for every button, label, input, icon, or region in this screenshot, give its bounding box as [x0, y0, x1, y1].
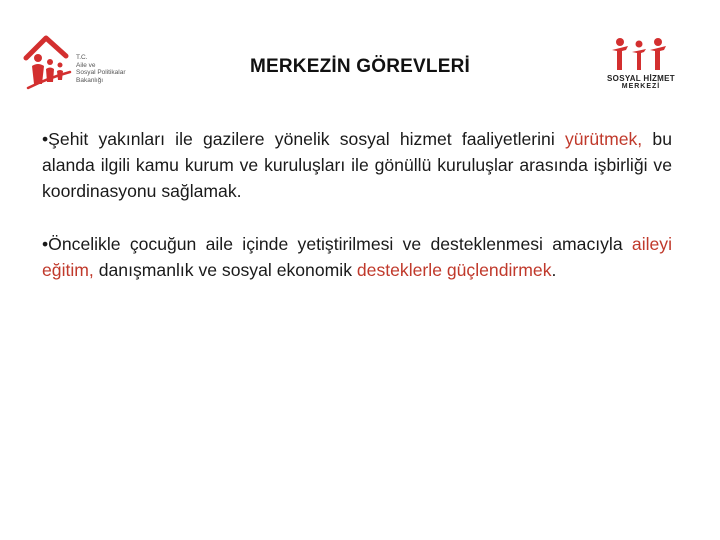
bullet-marker: •	[42, 129, 49, 149]
bullet-2-text-3: .	[551, 260, 557, 280]
bullet-2-highlight-1: aileyi eğitim,	[42, 234, 672, 280]
bullet-2-text-1: Öncelikle çocuğun aile içinde yetiştirilmesi ve desteklenmesi amacıyla	[48, 234, 632, 254]
bullet-2-text-2: danışmanlık ve sosyal ekonomik	[93, 260, 357, 280]
duties-list	[42, 126, 672, 310]
bullet-paragraph-2	[42, 231, 672, 283]
bullet-1-text-1: Şehit yakınları ile gazilere yönelik sosyal hizmet faaliyetlerini	[48, 129, 565, 149]
center-name-line-2: MERKEZİ	[621, 83, 661, 90]
bullet-paragraph-1	[42, 126, 672, 204]
bullet-marker: •	[42, 234, 49, 254]
ministry-line-3: Sosyal Politikalar	[76, 69, 126, 76]
ministry-line-1: T.C.	[76, 54, 88, 61]
bullet-2-highlight-2: desteklerle güçlendirmek	[356, 260, 552, 280]
social-service-people-icon	[606, 36, 676, 74]
ministry-line-4: Bakanlığı	[76, 76, 104, 84]
page-title: MERKEZİN GÖREVLERİ	[249, 56, 470, 77]
center-name-line-1: SOSYAL HİZMET	[607, 74, 675, 83]
social-service-center-logo	[596, 36, 688, 94]
ministry-line-2: Aile ve	[76, 61, 96, 69]
bullet-1-highlight-1: yürütmek,	[564, 129, 643, 149]
bullet-1-text-2: bu alanda ilgili kamu kurum ve kuruluşları ile gönüllü kuruluşlar arasında işbirliği ve koordinasyonu sağlamak.	[42, 129, 672, 201]
